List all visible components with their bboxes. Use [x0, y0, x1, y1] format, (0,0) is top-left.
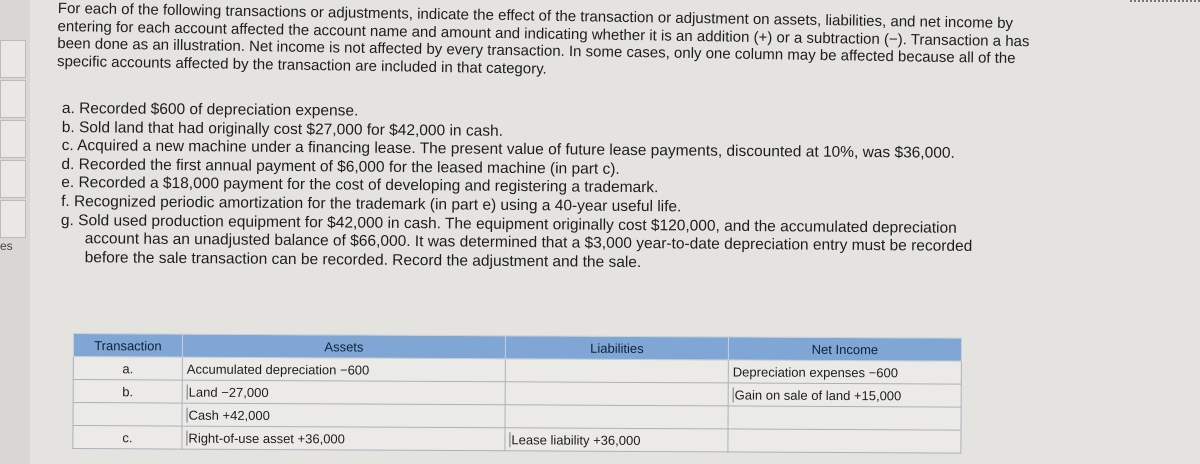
liabilities-cell[interactable]: [505, 359, 728, 383]
transaction-item-b: b. Sold land that had originally cost $27,000 for $42,000 in cash.: [61, 118, 504, 140]
transaction-item-g-cont: before the sale transaction can be recorded. Record the adjustment and the sale.: [84, 248, 642, 271]
transaction-item-c: c. Acquired a new machine under a financing lease. The present value of future lease payments, discounted at 10%, was $36,000.: [61, 137, 955, 162]
row-label: [73, 403, 182, 427]
strip-cell: [0, 120, 26, 158]
assets-cell[interactable]: [182, 380, 505, 405]
strip-cell: [0, 160, 26, 198]
net-income-entry: Depreciation expenses −600: [732, 363, 898, 380]
assets-cell[interactable]: [182, 403, 505, 428]
transaction-item-d: d. Recorded the first annual payment of $6,000 for the leased machine (in part c).: [61, 155, 620, 178]
instructions-text: For each of the following transactions or adjustments, indicate the effect of the transaction or adjustment on assets, liabilities, and net income by entering for each account affected the account name and amount and indicating whether it is an addition (+) or a subtraction (−). Transaction a has been done as an illustration. Net income is not affected by every transaction. In some cases, only one column may be affected because all of the specific accounts affected by the transaction are included in that category.: [56, 0, 1030, 78]
strip-cell: [0, 40, 26, 78]
table-row: [73, 426, 961, 454]
row-label: c.: [73, 426, 182, 450]
strip-cell: [0, 200, 26, 238]
net-income-cell[interactable]: [728, 383, 961, 407]
transactions-list: [61, 100, 1062, 276]
corner-mark: [1130, 0, 1200, 5]
header-net-income: Net Income: [728, 337, 961, 361]
net-income-entry: Gain on sale of land +15,000: [734, 386, 902, 403]
liabilities-cell[interactable]: [505, 428, 728, 452]
net-income-cell[interactable]: [728, 429, 961, 453]
header-liabilities: Liabilities: [505, 336, 728, 360]
transaction-item-g-cont: account has an unadjusted balance of $66,000. It was determined that a $3,000 year-to-date depreciation entry must be recorded: [84, 230, 973, 256]
effects-table: [72, 333, 962, 454]
liabilities-cell[interactable]: [505, 382, 728, 406]
net-income-cell[interactable]: [728, 406, 961, 430]
assets-entry: Accumulated depreciation −600: [186, 361, 370, 378]
row-label: a.: [73, 357, 182, 381]
assets-entry: Right-of-use asset +36,000: [188, 430, 345, 446]
transaction-item-a: a. Recorded $600 of depreciation expense.: [61, 100, 359, 120]
left-panel-strip: [0, 0, 30, 464]
header-transaction: Transaction: [73, 334, 182, 358]
transaction-item-e: e. Recorded a $18,000 payment for the cost of developing and registering a trademark.: [61, 174, 659, 197]
transaction-item-g: g. Sold used production equipment for $42,000 in cash. The equipment originally cost $120,000, and the accumulated depreciation: [60, 211, 957, 237]
transaction-item-f: f. Recognized periodic amortization for the trademark (in part e) using a 40-year useful life.: [61, 192, 682, 216]
assets-cell[interactable]: [182, 426, 505, 451]
strip-cell: [0, 80, 26, 118]
header-assets: Assets: [182, 334, 505, 359]
assets-entry: Land −27,000: [188, 384, 269, 400]
side-label: es: [0, 239, 13, 253]
assets-entry: Cash +42,000: [188, 407, 270, 423]
liabilities-cell[interactable]: [505, 405, 728, 429]
row-label: b.: [73, 380, 182, 404]
net-income-cell[interactable]: [728, 360, 961, 384]
liabilities-entry: Lease liability +36,000: [511, 431, 641, 448]
assets-cell[interactable]: [182, 357, 505, 382]
